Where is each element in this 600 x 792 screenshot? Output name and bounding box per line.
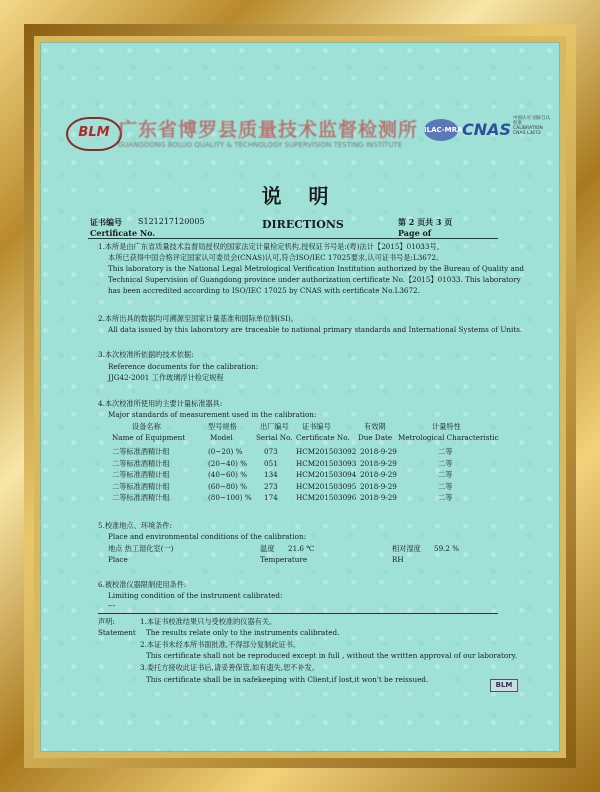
place-en: Place [108, 555, 128, 564]
row-cert: HCM201503094 [296, 470, 357, 479]
row-cert: HCM201503093 [296, 458, 357, 468]
rh-cn: 相对湿度 [392, 544, 421, 553]
row-name: 二等标准酒精计组 [112, 458, 170, 468]
s1-cn-b: 本所已获得中国合格评定国家认可委员会(CNAS)认可,符合ISO/IEC 17025要求,认可证书号是:L3672。 [108, 253, 444, 262]
row-model: (60~80) % [208, 481, 248, 491]
th-en-metro: Metrological Characteristic [398, 433, 499, 442]
cnas-logo: CNAS [462, 120, 512, 139]
row-metro: 二等 [438, 458, 453, 468]
th-en-due: Due Date [358, 433, 393, 442]
row-serial: 174 [264, 493, 278, 502]
th-en-model: Model [210, 433, 233, 442]
place-cn: 地点 热工湿化室(一) [108, 544, 174, 553]
row-serial: 134 [264, 470, 278, 479]
statement-label-en: Statement [98, 628, 136, 637]
cert-no-value: S121217120005 [138, 217, 205, 226]
row-due: 2018-9-29 [360, 447, 397, 456]
row-due: 2018-9-29 [360, 493, 397, 502]
th-en-name: Name of Equipment [112, 433, 186, 442]
statement-1-cn: 1.本证书校准结果只与受校准的仪器有关。 [140, 617, 277, 626]
th-cn-serial: 出厂编号 [260, 422, 289, 431]
row-cert: HCM201503096 [296, 493, 357, 502]
s3-doc: JJG42-2001 工作玻璃浮计检定规程 [108, 373, 224, 382]
s3-cn: 3.本次校准所依据的技术依据: [98, 350, 194, 359]
page-title: 说 明 [261, 184, 339, 208]
statement-1-en: The results relate only to the instruments calibrated. [146, 628, 340, 637]
row-model: (40~60) % [208, 470, 248, 479]
row-metro: 二等 [438, 447, 453, 456]
row-metro: 二等 [438, 481, 453, 491]
statement-3-cn: 3.委托方接收此证书后,请妥善保管,如有遗失,恕不补发。 [140, 663, 320, 672]
s5-cn: 5.校准地点、环境条件: [98, 521, 172, 530]
s6-value: --- [108, 601, 116, 610]
directions-heading: DIRECTIONS [262, 218, 344, 231]
ilac-mra-logo: ILAC-MRA [424, 119, 458, 141]
s2-en: All data issued by this laboratory are traceable to national primary standards and International Systems of Units. [108, 325, 523, 334]
row-name: 二等标准酒精计组 [112, 470, 170, 479]
row-name: 二等标准酒精计组 [112, 493, 170, 502]
s4-en: Major standards of measurement used in the calibration: [108, 410, 317, 419]
s4-cn: 4.本次校准所使用的主要计量标准器具: [98, 399, 223, 408]
row-due: 2018-9-29 [360, 481, 397, 491]
s5-en: Place and environmental conditions of the calibration: [108, 532, 306, 541]
row-metro: 二等 [438, 493, 453, 502]
org-name-cn: 广东省博罗县质量技术监督检测所 [118, 119, 419, 141]
row-name: 二等标准酒精计组 [112, 481, 170, 491]
blm-logo: BLM [66, 117, 122, 151]
certificate-page [40, 42, 560, 752]
page-number-en: Page of [398, 228, 432, 238]
th-cn-metro: 计量特性 [432, 422, 461, 431]
rh-en: RH [392, 555, 404, 564]
row-metro: 二等 [438, 470, 453, 479]
row-serial: 073 [264, 447, 278, 456]
cert-no-label-cn: 证书编号 [90, 217, 122, 227]
row-serial: 273 [264, 481, 278, 491]
blm-stamp: BLM [490, 679, 518, 692]
row-cert: HCM201503095 [296, 481, 357, 491]
statement-2-cn: 2.本证书未经本所书面批准,不得部分复制此证书。 [140, 640, 301, 649]
header-divider [88, 238, 498, 239]
s1-en-c: has been accredited according to ISO/IEC 17025 by CNAS with certificate No.L3672. [108, 286, 420, 295]
row-serial: 051 [264, 458, 278, 468]
row-cert: HCM201503092 [296, 447, 357, 456]
row-due: 2018-9-29 [360, 470, 397, 479]
statement-2-en: This certificate shall not be reproduced except in full , without the written approval of our laboratory. [146, 651, 518, 660]
row-due: 2018-9-29 [360, 458, 397, 468]
cnas-caption: 中国认可 国际互认 校准 CALIBRATION CNAS L3672 [513, 116, 551, 136]
row-model: (0~20) % [208, 447, 243, 456]
temp-en: Temperature [260, 555, 308, 564]
rh-value: 59.2 % [434, 544, 460, 553]
th-cn-cert: 证书编号 [302, 422, 331, 431]
statement-divider [98, 613, 498, 614]
cert-no-label-en: Certificate No. [90, 228, 156, 238]
row-model: (20~40) % [208, 458, 248, 468]
row-model: (80~100) % [208, 493, 252, 502]
s1-cn-a: 1.本所是由广东省质量技术监督局授权的国家法定计量检定机构,授权证书号是:(粤)法计【2015】01033号。 [98, 242, 444, 251]
s3-en: Reference documents for the calibration: [108, 362, 259, 371]
th-en-serial: Serial No. [256, 433, 293, 442]
s2-cn: 2.本所出具的数据均可溯源至国家计量基准和国际单位制(SI)。 [98, 314, 298, 323]
temp-value: 21.6 ℃ [288, 544, 315, 553]
s6-cn: 6.被校准仪器限制使用条件: [98, 580, 187, 589]
page-number-cn: 第 2 页共 3 页 [398, 217, 453, 227]
th-en-cert: Certificate No. [296, 433, 350, 442]
row-name: 二等标准酒精计组 [112, 447, 170, 456]
org-name-en: GUANGDONG BOLUO QUALITY & TECHNOLOGY SUPERVISION TESTING INSTITUTE [118, 141, 403, 149]
th-cn-due: 有效期 [364, 422, 386, 431]
th-cn-model: 型号规格 [208, 422, 237, 431]
statement-label-cn: 声明: [98, 617, 115, 626]
s1-en-b: Technical Supervision of Guangdong province under authorization certificate No.【2015】01033. This laboratory [108, 275, 521, 284]
statement-3-en: This certificate shall be in safekeeping with Client,if lost,it won't be reissued. [146, 675, 429, 684]
s6-en: Limiting condition of the instrument calibrated: [108, 591, 283, 600]
temp-cn: 温度 [260, 544, 275, 553]
s1-en-a: This laboratory is the National Legal Metrological Verification Institution authorized by the Bureau of Quality and [108, 264, 525, 273]
th-cn-name: 设备名称 [132, 422, 161, 431]
